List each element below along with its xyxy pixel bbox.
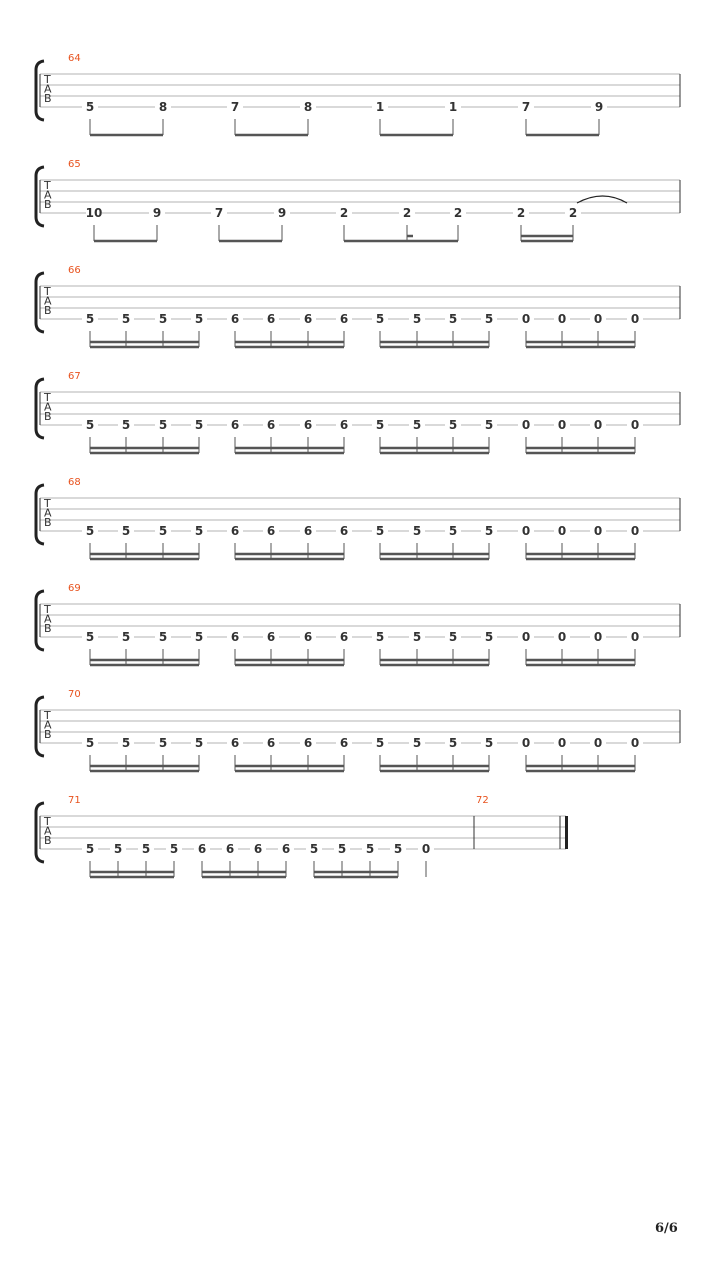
- fret-number: 0: [557, 630, 567, 644]
- note-group: [82, 524, 207, 559]
- fret-number: 5: [309, 842, 319, 856]
- fret-number: 6: [266, 630, 276, 644]
- fret-number: 7: [214, 206, 224, 220]
- fret-number: 5: [121, 418, 131, 432]
- note-group: [82, 842, 182, 877]
- measure-number: 65: [68, 159, 81, 170]
- measure-number: 67: [68, 371, 81, 382]
- note-group: [194, 842, 294, 877]
- fret-number: 5: [375, 524, 385, 538]
- fret-number: 10: [85, 206, 103, 220]
- final-barline-thick: [565, 816, 568, 849]
- tab-clef-letter: B: [44, 92, 52, 105]
- fret-number: 9: [594, 100, 604, 114]
- fret-number: 5: [448, 312, 458, 326]
- fret-number: 5: [121, 736, 131, 750]
- fret-number: 6: [230, 736, 240, 750]
- tab-clef-letter: A: [44, 188, 52, 202]
- fret-number: 5: [484, 736, 494, 750]
- tab-system: [36, 689, 680, 771]
- tab-system: [36, 265, 680, 347]
- fret-number: 0: [521, 524, 531, 538]
- fret-number: 6: [303, 418, 313, 432]
- fret-number: 5: [169, 842, 179, 856]
- measure-number: 64: [68, 53, 81, 64]
- tab-clef-letter: B: [44, 304, 52, 317]
- fret-number: 1: [375, 100, 385, 114]
- note-group: [518, 312, 643, 347]
- fret-number: 5: [412, 418, 422, 432]
- note-group: [418, 842, 434, 877]
- fret-number: 5: [158, 736, 168, 750]
- tab-clef-letter: T: [44, 73, 51, 86]
- fret-number: 6: [230, 524, 240, 538]
- note-group: [372, 630, 497, 665]
- tab-clef-letter: T: [44, 497, 51, 510]
- note-group: [211, 206, 290, 241]
- fret-number: 0: [593, 312, 603, 326]
- page-number: 6/6: [655, 1221, 678, 1236]
- fret-number: 5: [448, 736, 458, 750]
- note-group: [82, 630, 207, 665]
- fret-number: 5: [365, 842, 375, 856]
- tab-system: [36, 795, 568, 877]
- fret-number: 5: [484, 524, 494, 538]
- fret-number: 6: [339, 524, 349, 538]
- note-group: [82, 100, 171, 135]
- fret-number: 6: [266, 524, 276, 538]
- fret-number: 5: [448, 418, 458, 432]
- fret-number: 0: [521, 418, 531, 432]
- fret-number: 0: [593, 418, 603, 432]
- fret-number: 5: [121, 524, 131, 538]
- measure-number: 68: [68, 477, 81, 488]
- fret-number: 6: [303, 736, 313, 750]
- fret-number: 0: [521, 312, 531, 326]
- note-group: [82, 312, 207, 347]
- tab-clef-letter: A: [44, 824, 52, 838]
- tab-clef-letter: T: [44, 179, 51, 192]
- fret-number: 5: [375, 736, 385, 750]
- fret-number: 0: [593, 736, 603, 750]
- tab-clef-letter: A: [44, 506, 52, 520]
- fret-number: 6: [339, 630, 349, 644]
- tab-clef-letter: A: [44, 294, 52, 308]
- fret-number: 6: [339, 418, 349, 432]
- fret-number: 5: [484, 312, 494, 326]
- note-group: [372, 736, 497, 771]
- tab-clef-letter: A: [44, 400, 52, 414]
- tab-clef-letter: T: [44, 391, 51, 404]
- fret-number: 8: [158, 100, 168, 114]
- note-group: [227, 736, 352, 771]
- fret-number: 5: [121, 630, 131, 644]
- fret-number: 5: [85, 100, 95, 114]
- fret-number: 6: [303, 312, 313, 326]
- fret-number: 6: [281, 842, 291, 856]
- fret-number: 5: [158, 312, 168, 326]
- fret-number: 5: [448, 630, 458, 644]
- fret-number: 5: [194, 736, 204, 750]
- note-group: [372, 312, 497, 347]
- fret-number: 7: [521, 100, 531, 114]
- fret-number: 0: [593, 630, 603, 644]
- measure-number: 69: [68, 583, 81, 594]
- fret-number: 9: [152, 206, 162, 220]
- tab-clef-letter: T: [44, 815, 51, 828]
- tab-clef-letter: A: [44, 718, 52, 732]
- fret-number: 2: [568, 206, 578, 220]
- note-group: [372, 524, 497, 559]
- tab-clef-letter: B: [44, 622, 52, 635]
- fret-number: 5: [85, 630, 95, 644]
- note-group: [518, 100, 607, 135]
- fret-number: 5: [158, 418, 168, 432]
- fret-number: 5: [85, 312, 95, 326]
- measure-number: 66: [68, 265, 81, 276]
- note-group: [336, 206, 466, 241]
- fret-number: 5: [412, 524, 422, 538]
- fret-number: 0: [557, 312, 567, 326]
- measure-number: 71: [68, 795, 81, 806]
- fret-number: 6: [303, 630, 313, 644]
- tab-system: [36, 371, 680, 453]
- fret-number: 0: [593, 524, 603, 538]
- fret-number: 2: [453, 206, 463, 220]
- fret-number: 2: [339, 206, 349, 220]
- note-group: [306, 842, 406, 877]
- measure-number: 70: [68, 689, 81, 700]
- note-group: [227, 630, 352, 665]
- tab-clef-letter: B: [44, 516, 52, 529]
- fret-number: 6: [230, 418, 240, 432]
- fret-number: 6: [225, 842, 235, 856]
- fret-number: 5: [412, 312, 422, 326]
- fret-number: 5: [194, 418, 204, 432]
- fret-number: 5: [121, 312, 131, 326]
- fret-number: 0: [521, 736, 531, 750]
- tab-system: [36, 477, 680, 559]
- note-group: [513, 196, 627, 241]
- fret-number: 0: [557, 524, 567, 538]
- fret-number: 7: [230, 100, 240, 114]
- fret-number: 6: [230, 312, 240, 326]
- fret-number: 6: [266, 736, 276, 750]
- tab-clef-letter: B: [44, 834, 52, 847]
- fret-number: 6: [266, 312, 276, 326]
- fret-number: 9: [277, 206, 287, 220]
- fret-number: 6: [339, 312, 349, 326]
- note-group: [372, 418, 497, 453]
- fret-number: 5: [375, 418, 385, 432]
- fret-number: 6: [253, 842, 263, 856]
- note-group: [518, 736, 643, 771]
- fret-number: 5: [375, 312, 385, 326]
- fret-number: 1: [448, 100, 458, 114]
- fret-number: 6: [339, 736, 349, 750]
- fret-number: 5: [158, 630, 168, 644]
- tab-system: [36, 159, 680, 241]
- fret-number: 0: [630, 524, 640, 538]
- fret-number: 5: [113, 842, 123, 856]
- tab-system: [36, 53, 680, 135]
- fret-number: 5: [337, 842, 347, 856]
- note-group: [227, 418, 352, 453]
- tab-system: [36, 583, 680, 665]
- fret-number: 6: [303, 524, 313, 538]
- tab-clef-letter: T: [44, 285, 51, 298]
- fret-number: 0: [521, 630, 531, 644]
- tab-clef-letter: B: [44, 198, 52, 211]
- fret-number: 0: [421, 842, 431, 856]
- fret-number: 5: [194, 524, 204, 538]
- fret-number: 6: [197, 842, 207, 856]
- fret-number: 5: [484, 418, 494, 432]
- fret-number: 5: [412, 736, 422, 750]
- fret-number: 5: [393, 842, 403, 856]
- tab-clef-letter: A: [44, 82, 52, 96]
- fret-number: 5: [375, 630, 385, 644]
- fret-number: 0: [630, 312, 640, 326]
- fret-number: 0: [557, 736, 567, 750]
- tab-clef-letter: T: [44, 709, 51, 722]
- fret-number: 5: [412, 630, 422, 644]
- fret-number: 8: [303, 100, 313, 114]
- fret-number: 5: [484, 630, 494, 644]
- note-group: [227, 100, 316, 135]
- note-group: [372, 100, 461, 135]
- fret-number: 5: [85, 418, 95, 432]
- fret-number: 5: [85, 524, 95, 538]
- fret-number: 2: [402, 206, 412, 220]
- note-group: [518, 524, 643, 559]
- fret-number: 0: [630, 736, 640, 750]
- tab-clef-letter: B: [44, 728, 52, 741]
- measure-number: 72: [476, 795, 489, 806]
- note-group: [227, 312, 352, 347]
- fret-number: 0: [630, 418, 640, 432]
- fret-number: 0: [630, 630, 640, 644]
- note-group: [518, 418, 643, 453]
- note-group: [82, 736, 207, 771]
- fret-number: 5: [141, 842, 151, 856]
- tab-clef-letter: B: [44, 410, 52, 423]
- fret-number: 5: [158, 524, 168, 538]
- note-group: [82, 418, 207, 453]
- note-group: [86, 206, 165, 241]
- fret-number: 5: [85, 736, 95, 750]
- fret-number: 5: [448, 524, 458, 538]
- note-group: [227, 524, 352, 559]
- fret-number: 5: [194, 630, 204, 644]
- fret-number: 6: [230, 630, 240, 644]
- note-group: [518, 630, 643, 665]
- fret-number: 5: [194, 312, 204, 326]
- tab-clef-letter: T: [44, 603, 51, 616]
- fret-number: 2: [516, 206, 526, 220]
- tab-clef-letter: A: [44, 612, 52, 626]
- fret-number: 0: [557, 418, 567, 432]
- fret-number: 6: [266, 418, 276, 432]
- fret-number: 5: [85, 842, 95, 856]
